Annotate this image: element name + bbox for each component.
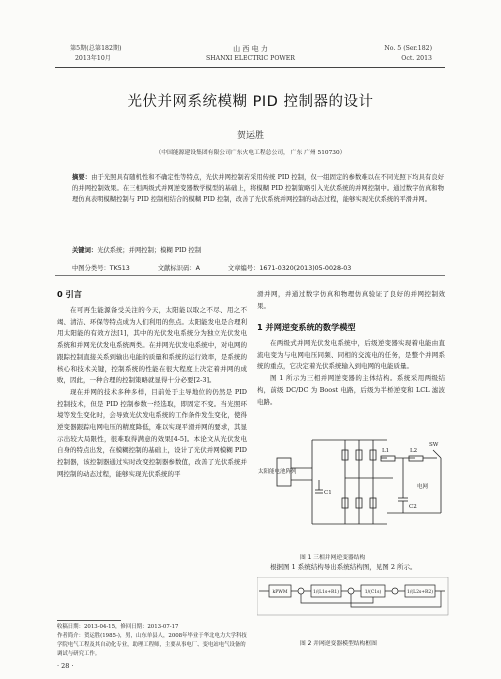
switch-legs [342,440,376,524]
section1-heading: 1 并网逆变系统的数学模型 [257,322,356,332]
fig1-pv-label: 太阳能电池阵列 [258,469,297,475]
section1-paragraph: 在两级式并网光伏发电系统中，后级逆变器实现着电能由直流电变为与电网电压同频、同相的交流电的任务，是整个并网系统的重点，它决定着光伏系统输入到电网的电能质量。 [257,339,445,371]
received-date: 收稿日期：2013-04-15，修回日期：2013-07-17 [57,624,179,630]
document-code: 文献标识码：A [157,265,200,272]
figure1-caption: 图 1 三相并网逆变器结构 [300,555,366,561]
figure2-block-diagram [257,577,449,629]
article-title: 光伏并网系统模糊 PID 控制器的设计 [127,94,374,110]
abstract-rule [55,275,445,276]
figure1-circuit [257,428,449,538]
header-date-cn: 2013年10月 [75,55,111,62]
author-bio: 作者简介：贺运胜(1985-)，男，山东单县人，2008年毕业于华北电力大学科技学院电气工程及其自动化专业，助理工程师，主要从事电厂、变电站电气设备的调试与研究工作。 [57,633,247,657]
keywords-text: 光伏系统；并网控制；模糊 PID 控制 [97,247,202,254]
fig1-sw-label: SW [429,442,439,448]
header-issue-en: No. 5 (Ser.182) [384,45,432,52]
footnote-rule [57,620,121,621]
right-continued: 滑并网，并通过数字仿真和物理仿真验证了良好的并网控制效果。 [257,290,445,310]
abstract-label: 摘要： [72,174,92,181]
section1-body [257,338,445,408]
figure2-intro: 根据图 1 系统结构导出系统结构图，见图 2 所示。 [270,563,417,571]
intro-paragraph: 在可再生能源备受关注的今天，太阳能以取之不尽、用之不竭、清洁、环保等特点成为人们利用的焦点。太阳能发电是合理利用太阳能的有效方法[1]，其中的光伏发电系统分为独立光伏发电系统和并网光伏发电系统两类。在并网光伏发电系统中，对电网的跟踪控制直接关系到输出电能的质量和系统的运行效率，是系统的核心和技术关键，控制系统的性能在很大程度上决定着并网的成败，因此，一种合理的控制策略就显得十分必要[2-3]。 [57,306,247,385]
figure2-caption: 图 2 并网逆变器模型结构框图 [300,641,377,647]
abstract-text: 由于光照具有随机性和不确定性等特点，光伏并网控制若采用传统 PID 控制，仅一组固定的参数难以在不同光照下均具有良好的并网控制效果。在三相两级式并网逆变器数学模型的基础上，将模糊 PID 控制策略引入光伏系统的并网控制中。通过数字仿真和物理仿真表明模糊控制与 PID 控制相结合的模糊 PID 控制，改善了光伏系统并网控制的动态过程，能够实现光伏系统的平滑并网。 [72,174,445,204]
header-journal-cn: 山 西 电 力 [233,45,268,53]
footnote [57,623,249,659]
intro-body [57,305,247,481]
clc-number: 中图分类号：TK513 [72,265,130,272]
block-l1-label: 1/(L1s+R1) [312,590,340,595]
block-kpwm-label: kPWM [272,590,288,595]
article-affiliation: （中国能源建设集团有限公司广东火电工程总公司， 广东 广州 510730） [155,150,346,156]
header-journal-en: SHANXI ELECTRIC POWER [206,55,295,62]
classification-line [72,263,452,272]
fig1-l2-label: L2 [410,448,418,454]
fig1-c2-label: C2 [409,504,417,510]
header-issue-cn: 第5期(总第182期) [70,45,122,52]
block-l2-label: 1/(L2s+R2) [406,590,434,595]
intro-heading: 0 引言 [57,289,82,299]
block-c1-label: 1/(C1s) [364,590,382,595]
fig1-c1-label: C1 [324,490,332,496]
fig1-grid-label: 电网 [417,484,429,490]
keywords [72,246,444,255]
keywords-label: 关键词： [72,247,98,254]
abstract [72,172,444,206]
section1-paragraph: 图 1 所示为三相并网逆变器的主体结构。系统采用两级结构，前级 DC/DC 为 Boost 电路，后级为半桥逆变和 LCL 滤波电路。 [257,374,445,406]
article-number: 文章编号：1671-0320(2013)05-0028-03 [227,265,352,272]
article-author: 贺运胜 [236,131,264,141]
page-number: · 28 · [57,662,74,670]
fig1-l1-label: L1 [382,448,390,454]
header-date-en: Oct. 2013 [401,55,432,62]
header-rule [55,67,445,68]
intro-paragraph: 现在并网的技术多种多样，目前处于主导地位的仍然是 PID 控制技术，但是 PID 控制参数一经选取，即固定不变。当光照环境等发生变化时，会导致光伏发电系统的工作条件发生变化，使得逆变器跟踪电网电压的精度降低，难以实现平滑并网的要求，其显示出较大局限性，很难取得满意的效果[4-5]。本论文从光伏发电自身的特点出发，在模糊控制的基础上，设计了光伏并网模糊 PID 控制器，该控制器通过实时改变控制器参数值，改善了光伏系统并网控制的动态过程，能够实现光伏系统的平 [57,387,247,478]
